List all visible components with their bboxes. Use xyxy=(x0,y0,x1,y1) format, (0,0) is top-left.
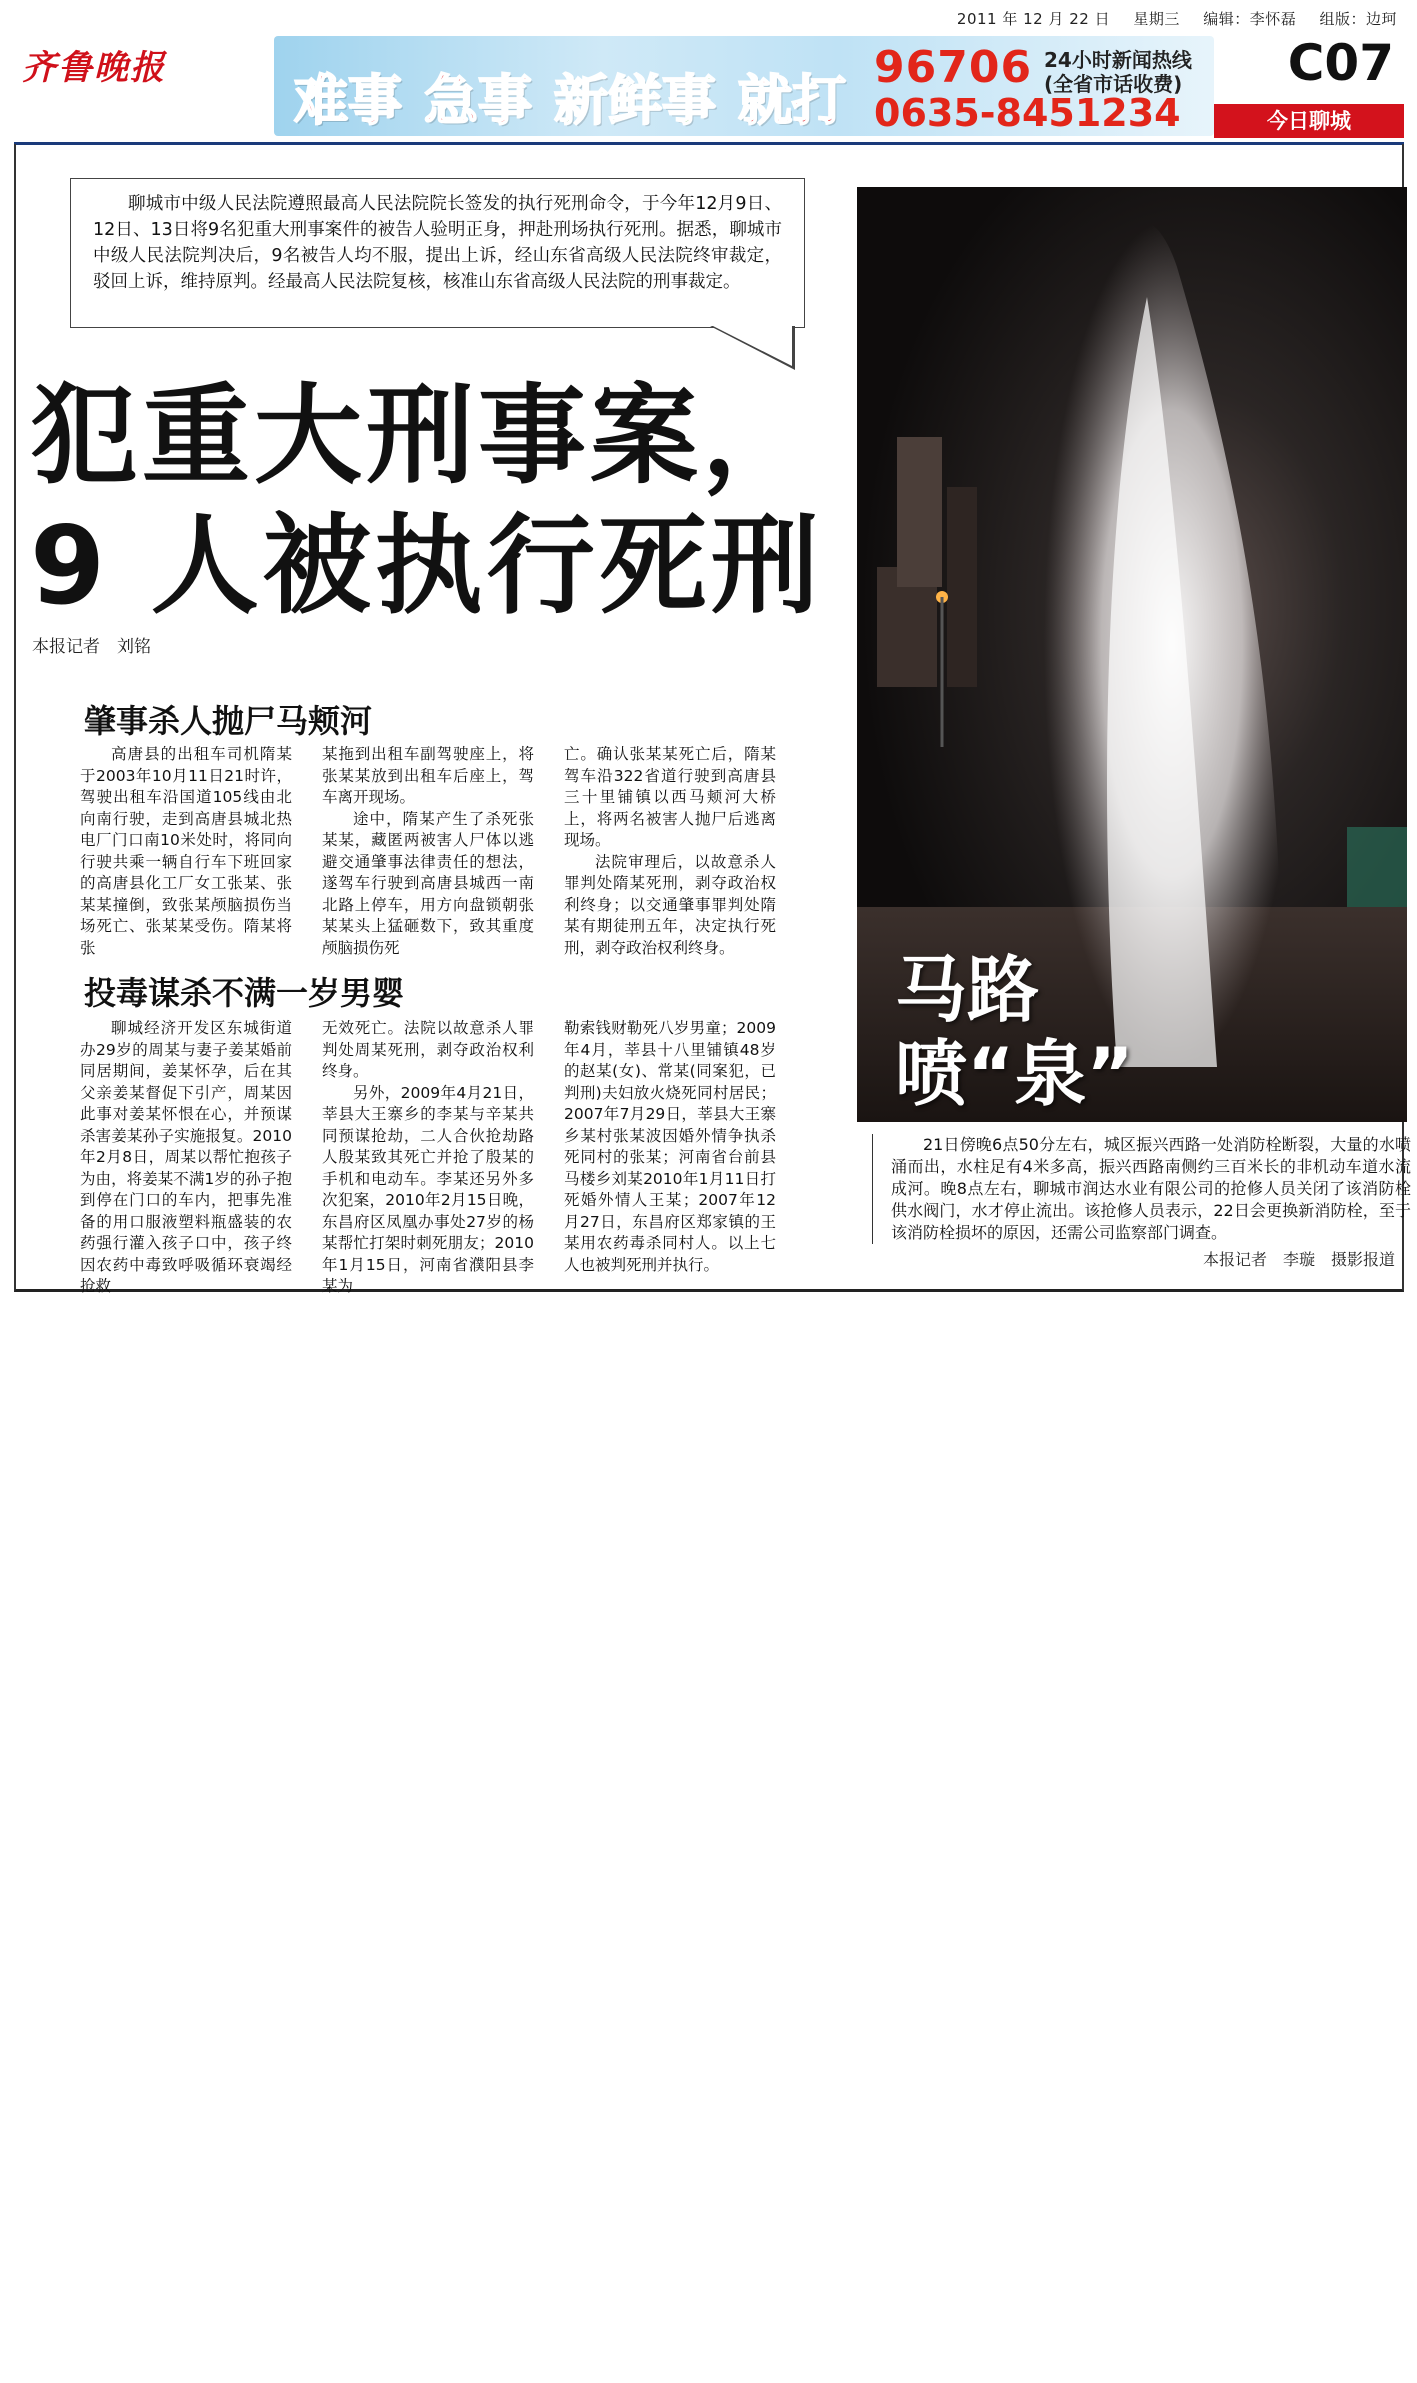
story2-title: 投毒谋杀不满一岁男婴 xyxy=(84,974,405,1012)
story1-title: 肇事杀人抛尸马颊河 xyxy=(84,702,373,740)
story2-paragraph: 聊城经济开发区东城街道办29岁的周某与妻子姜某婚前同居期间，姜某怀孕，后在其父亲姜某督促下引产，周某因此事对姜某怀恨在心，并预谋杀害姜某孙子实施报复。2010年2月8日，周某以帮忙抱孩子为由，将姜某不满1岁的孙子抱到停在门口的车内，把事先准备的用口服液塑料瓶盛装的农药强行灌入孩子口中，孩子终因农药中毒致呼吸循环衰竭经抢救 xyxy=(80,1019,292,1295)
hotline-label xyxy=(1044,48,1192,96)
story2-column-3 xyxy=(564,1018,776,1298)
story2-column-2 xyxy=(322,1018,534,1298)
issue-weekday: 星期三 xyxy=(1133,10,1180,28)
page-number: C07 xyxy=(1287,34,1394,92)
headline-line-1: 犯重大刑事案， xyxy=(30,374,815,499)
slogan-word-2: 急事 xyxy=(424,69,532,132)
story1-paragraph: 某拖到出租车副驾驶座上，将张某某放到出租车后座上，驾车离开现场。 xyxy=(322,745,534,806)
main-byline: 本报记者 刘铭 xyxy=(32,637,151,657)
photo-caption: 21日傍晚6点50分左右，城区振兴西路一处消防栓断裂，大量的水喷涌而出，水柱足有4米多高，振兴西路南侧约三百米长的非机动车道水流成河。晚8点左右，聊城市润达水业有限公司的抢修人员关闭了该消防栓供水阀门，水才停止流出。该抢修人员表示，22日会更换新消防栓，至于该消防栓损坏的原因，还需公司监察部门调查。 xyxy=(872,1134,1411,1244)
slogan-word-1: 难事 xyxy=(294,69,402,132)
story2-column-1 xyxy=(80,1018,292,1298)
story1-column-3 xyxy=(564,744,776,959)
main-headline xyxy=(30,372,830,632)
hotline-phone-secondary: 0635-8451234 xyxy=(874,91,1181,135)
story2-body xyxy=(80,1018,776,1298)
page-meta xyxy=(939,8,1397,29)
headline-line-2: 9 人被执行死刑 xyxy=(30,504,823,629)
editor-credit: 编辑：李怀磊 xyxy=(1203,10,1297,28)
roadside-fence xyxy=(1347,827,1407,907)
story1-paragraph: 高唐县的出租车司机隋某于2003年10月11日21时许，驾驶出租车沿国道105线由北向南行驶，走到高唐县城北热电厂门口南10米处时，将同向行驶共乘一辆自行车下班回家的高唐县化工厂女工张某、张某某撞倒，致张某颅脑损伤当场死亡、张某某受伤。隋某将张 xyxy=(80,745,292,957)
hotline-banner xyxy=(274,36,1214,136)
story2-paragraph: 另外，2009年4月21日，莘县大王寨乡的李某与辛某共同预谋抢劫，二人合伙抢劫路人殷某致其死亡并抢了殷某的手机和电动车。李某还另外多次犯案，2010年2月15日晚，东昌府区凤凰办事处27岁的杨某帮忙打架时刺死朋友；2010年1月15日，河南省濮阳县李某为 xyxy=(322,1083,534,1295)
issue-date: 2011 年 12 月 22 日 xyxy=(956,10,1111,28)
story1-paragraph: 途中，隋某产生了杀死张某某，藏匿两被害人尸体以逃避交通肇事法律责任的想法，遂驾车行驶到高唐县城西一南北路上停车，用方向盘锁朝张某某头上猛砸数下，致其重度颅脑损伤死 xyxy=(322,809,534,957)
story2-paragraph: 无效死亡。法院以故意杀人罪判处周某死刑，剥夺政治权利终身。 xyxy=(322,1019,534,1080)
background-buildings xyxy=(877,437,977,687)
story1-column-2 xyxy=(322,744,534,959)
newspaper-logo: 齐鲁晚报 xyxy=(22,48,166,88)
slogan-word-3: 新鲜事 xyxy=(554,69,716,132)
photo-byline: 本报记者 李璇 摄影报道 xyxy=(1202,1250,1395,1269)
hotline-label-line2: (全省市话收费) xyxy=(1044,72,1183,96)
section-tag: 今日聊城 xyxy=(1214,104,1404,138)
photo-title-line-1: 马路 xyxy=(895,948,1040,1032)
banner-slogan xyxy=(294,58,846,135)
story2-paragraph: 勒索钱财勒死八岁男童；2009年4月，莘县十八里铺镇48岁的赵某(女)、常某(同案犯，已判刑)夫妇放火烧死同村居民；2007年7月29日，莘县大王寨乡某村张某波因婚外情争执杀死同村的张某；河南省台前县马楼乡刘某2010年1月11日打死婚外情人王某；2007年12月27日，东昌府区郑家镇的王某用农药毒杀同村人。以上七人也被判死刑并执行。 xyxy=(564,1019,776,1274)
story1-paragraph: 法院审理后，以故意杀人罪判处隋某死刑，剥夺政治权利终身；以交通肇事罪判处隋某有期徒刑五年，决定执行死刑，剥夺政治权利终身。 xyxy=(564,852,776,957)
photo-title-line-2: 喷“泉” xyxy=(895,1032,1134,1116)
layout-credit: 组版：边珂 xyxy=(1319,10,1397,28)
lead-summary: 聊城市中级人民法院遵照最高人民法院院长签发的执行死刑命令，于今年12月9日、12日、13日将9名犯重大刑事案件的被告人验明正身，押赴刑场执行死刑。据悉，聊城市中级人民法院判决后，9名被告人均不服，提出上诉，经山东省高级人民法院终审裁定，驳回上诉，维持原判。经最高人民法院复核，核准山东省高级人民法院的刑事裁定。 xyxy=(70,178,805,328)
story1-paragraph: 亡。确认张某某死亡后，隋某驾车沿322省道行驶到高唐县三十里铺镇以西马颊河大桥上，将两名被害人抛尸后逃离现场。 xyxy=(564,745,776,849)
story1-column-1 xyxy=(80,744,292,959)
lead-callout-tail-fill xyxy=(713,326,792,366)
photo-title xyxy=(895,948,1134,1116)
slogan-word-4: 就打 xyxy=(738,69,846,132)
hotline-label-line1: 24小时新闻热线 xyxy=(1044,48,1192,72)
story1-body xyxy=(80,744,776,959)
masthead xyxy=(14,30,1404,145)
hotline-phone-primary: 96706 xyxy=(874,42,1033,93)
